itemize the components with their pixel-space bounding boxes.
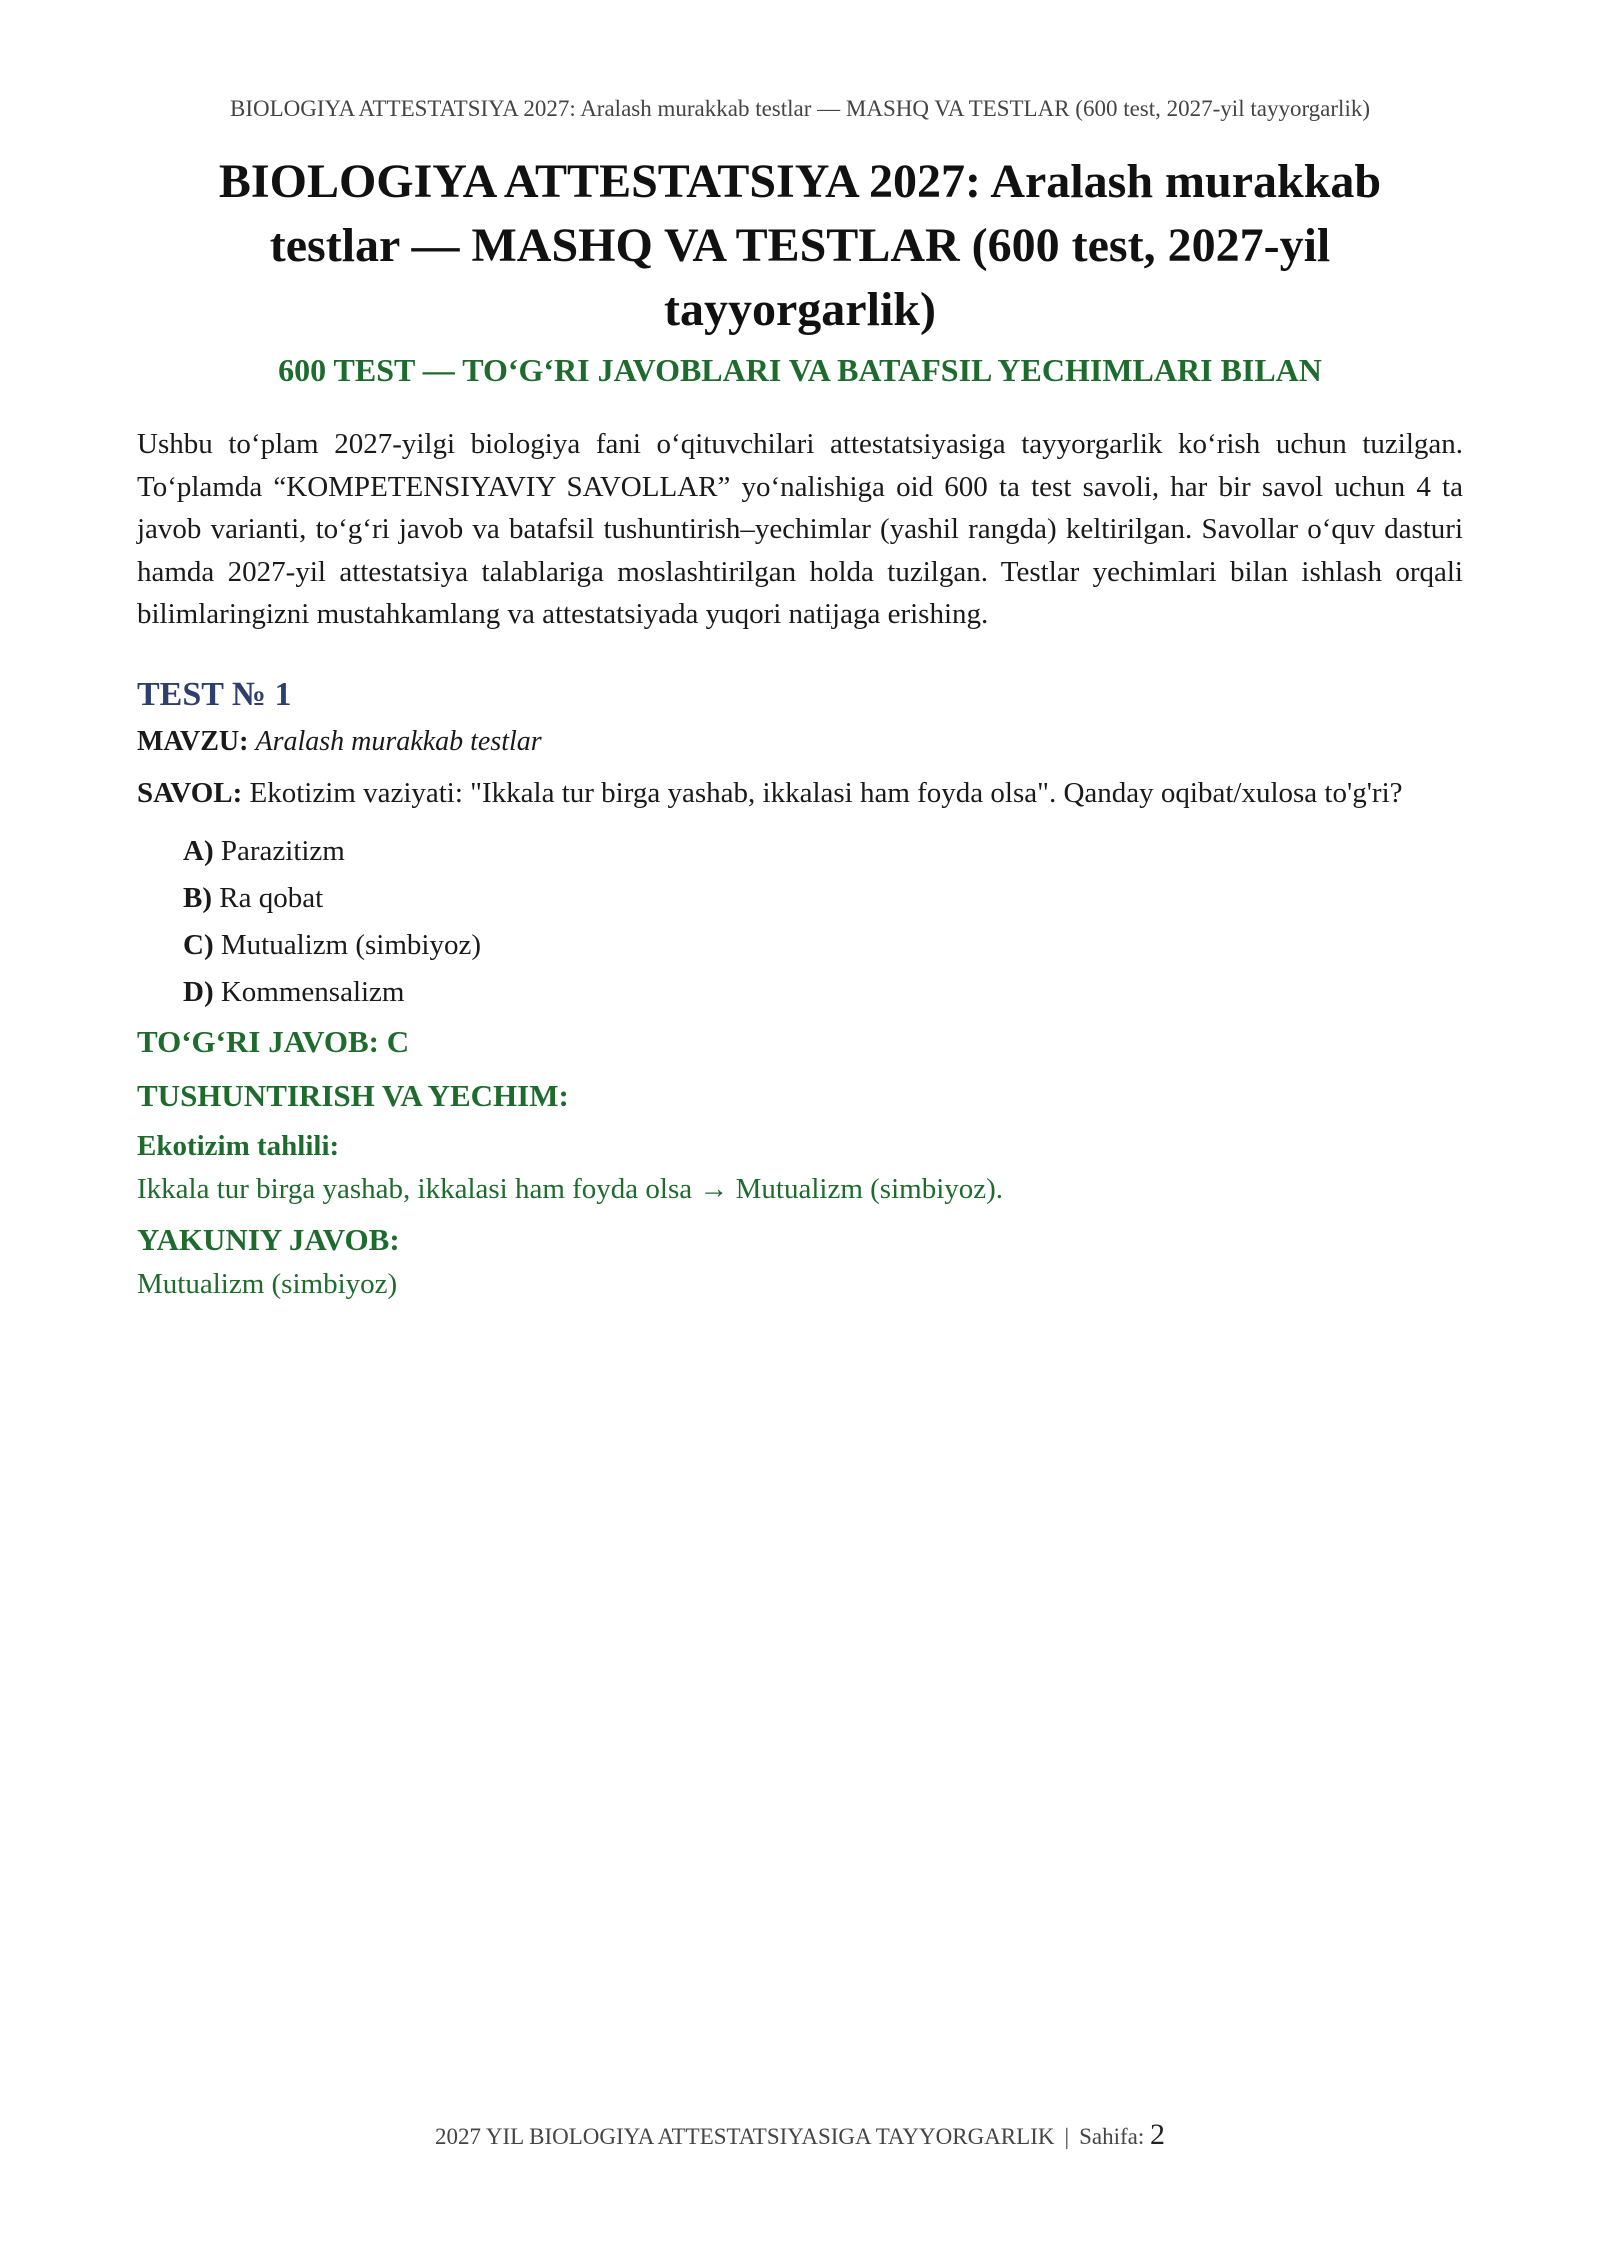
intro-paragraph: Ushbu to‘plam 2027-yilgi biologiya fani o‘qituvchilari attestatsiyasiga tayyorgarlik ko‘rish uchun tuzilgan. To‘plamda “KOMPETENSIYAVIY SAVOLLAR” yo‘nalishiga oid 600 ta test savoli, har bir savol uchun 4 ta javob varianti, to‘g‘ri javob va batafsil tushuntirish–yechimlar (yashil rangda) keltirilgan. Savollar o‘quv dasturi hamda 2027-yil attestatsiya talablariga moslashtirilgan holda tuzilgan. Testlar yechimlari bilan ishlash orqali bilimlaringizni mustahkamlang va attestatsiyada yuqori natijaga erishing. [137,428,1463,630]
option-text: Mutualizm (simbiyoz) [220,928,482,961]
document-title: BIOLOGIYA ATTESTATSIYA 2027: Aralash murakkab testlar — MASHQ VA TESTLAR (600 test, 2027-yil tayyorgarlik) [218,155,1382,336]
option-text: Ra qobat [219,881,324,914]
test-heading: TEST № 1 [137,675,292,713]
answer-options [137,828,1463,1016]
page-label: Sahifa: [1079,2124,1145,2149]
question-label: SAVOL: [137,776,243,809]
analysis-text: Ikkala tur birga yashab, ikkalasi ham foyda olsa → Mutualizm (simbiyoz). [137,1172,1004,1205]
footer-separator: | [1064,2124,1070,2149]
question-line [137,772,1463,814]
answer-option [183,828,1463,875]
option-letter: B) [183,881,212,914]
option-letter: D) [183,975,214,1008]
explanation-heading: TUSHUNTIRISH VA YECHIM: [137,1077,569,1113]
answer-option [183,922,1463,969]
page-number: 2 [1149,2118,1165,2151]
correct-answer: TO‘G‘RI JAVOB: C [137,1023,410,1059]
final-answer-text: Mutualizm (simbiyoz) [137,1267,398,1300]
final-answer-heading: YAKUNIY JAVOB: [137,1221,400,1257]
option-letter: A) [183,834,214,867]
answer-option [183,875,1463,922]
topic-value: Aralash murakkab testlar [255,725,542,757]
running-header: BIOLOGIYA ATTESTATSIYA 2027: Aralash murakkab testlar — MASHQ VA TESTLAR (600 test, 2027-yil tayyorgarlik) [229,96,1370,121]
answer-option [183,969,1463,1016]
option-text: Parazitizm [220,834,345,867]
document-subtitle: 600 TEST — TO‘G‘RI JAVOBLARI VA BATAFSIL YECHIMLARI BILAN [278,352,1322,388]
question-text: Ekotizim vaziyati: "Ikkala tur birga yashab, ikkalasi ham foyda olsa". Qanday oqibat/xulosa to'g'ri? [249,776,1403,809]
analysis-heading: Ekotizim tahlili: [137,1129,340,1162]
topic-label: MAVZU: [137,725,249,757]
topic-line [137,726,1463,758]
running-footer [0,2118,1600,2152]
option-letter: C) [183,928,214,961]
page-content [137,150,1463,1301]
option-text: Kommensalizm [220,975,405,1008]
footer-text: 2027 YIL BIOLOGIYA ATTESTATSIYASIGA TAYYORGARLIK [435,2124,1055,2149]
